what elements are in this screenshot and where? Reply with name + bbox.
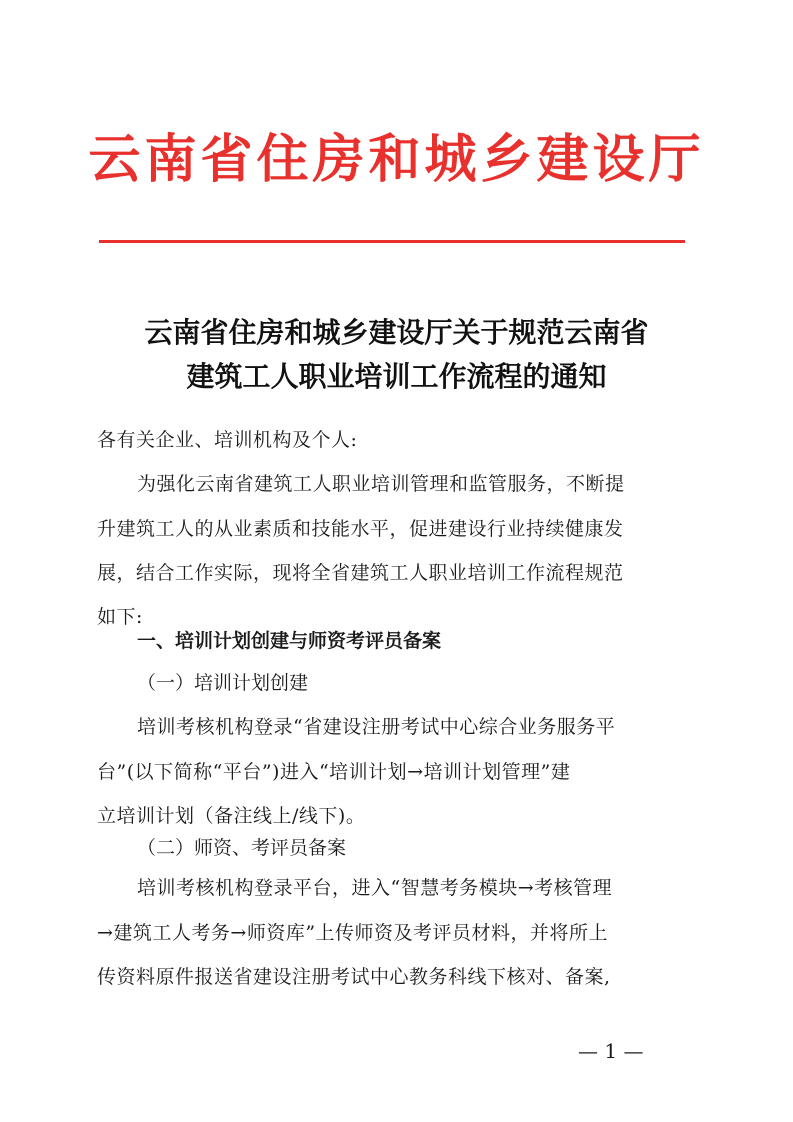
intro-line-1: 为强化云南省建筑工人职业培训管理和监管服务，不断提 — [137, 473, 625, 495]
intro-line-3: 展，结合工作实际，现将全省建筑工人职业培训工作流程规范 — [97, 562, 624, 584]
letterhead-red-rule — [99, 240, 685, 243]
subsection-1-line-1: 培训考核机构登录“省建设注册考试中心综合业务服务平 — [137, 716, 616, 738]
subsection-1-line-2: 台”(以下简称“平台”)进入“培训计划→培训计划管理”建 — [97, 761, 571, 783]
intro-line-4: 如下: — [97, 606, 143, 628]
letterhead-agency-name: 云南省住房和城乡建设厅 — [88, 129, 705, 190]
document-title-line-1: 云南省住房和城乡建设厅关于规范云南省 — [144, 316, 649, 349]
subsection-2-heading: （二）师资、考评员备案 — [137, 837, 347, 859]
subsection-2-line-2: →建筑工人考务→师资库”上传师资及考评员材料，并将所上 — [97, 922, 609, 944]
salutation: 各有关企业、培训机构及个人: — [97, 429, 358, 451]
subsection-2-line-3: 传资料原件报送省建设注册考试中心教务科线下核对、备案, — [97, 966, 611, 988]
intro-line-2: 升建筑工人的从业素质和技能水平，促进建设行业持续健康发 — [97, 518, 624, 540]
document-title-line-2: 建筑工人职业培训工作流程的通知 — [186, 360, 607, 393]
subsection-1-line-3: 立培训计划（备注线上/线下)。 — [97, 805, 366, 827]
subsection-2-line-1: 培训考核机构登录平台，进入“智慧考务模块→考核管理 — [137, 877, 613, 899]
page-number: — 1 — — [578, 1039, 644, 1063]
section-1-heading: 一、培训计划创建与师资考评员备案 — [137, 630, 442, 652]
subsection-1-heading: （一）培训计划创建 — [137, 672, 309, 694]
